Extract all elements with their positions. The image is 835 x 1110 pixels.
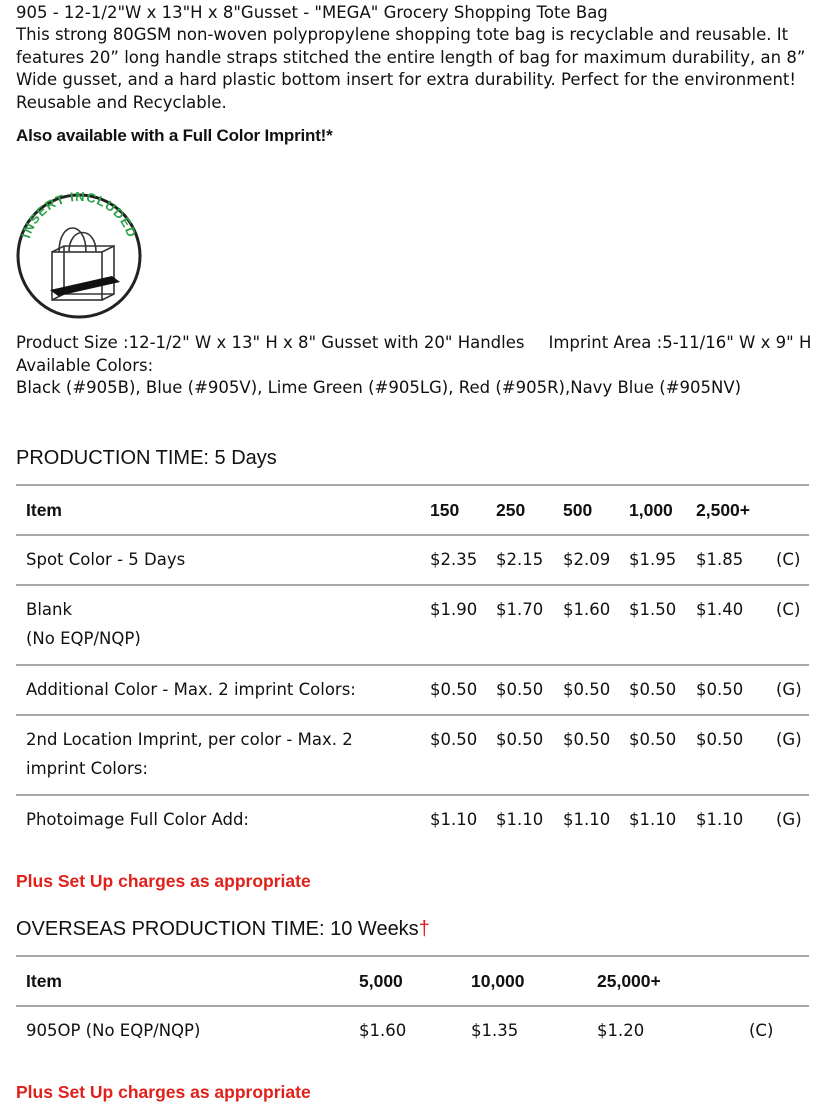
price-code: (C): [749, 1021, 774, 1040]
price-cell: $1.95: [629, 550, 677, 569]
overseas-setup-note: Plus Set Up charges as appropriate: [16, 1082, 311, 1102]
price-cell: $1.60: [359, 1021, 407, 1040]
table-rule: [16, 794, 809, 796]
price-cell: $2.09: [563, 550, 611, 569]
colors-value: Black (#905B), Blue (#905V), Lime Green (#905LG), Red (#905R),Navy Blue (#905NV): [16, 378, 742, 397]
insert-included-badge: [14, 190, 144, 320]
badge-text: INSERT INCLUDED: [18, 190, 140, 240]
product-title: 905 - 12-1/2"W x 13"H x 8"Gusset - "MEGA" Grocery Shopping Tote Bag: [16, 3, 608, 22]
item-name: Spot Color - 5 Days: [26, 550, 186, 569]
product-description: This strong 80GSM non-woven polypropylene shopping tote bag is recyclable and reusable. It features 20” long handle straps stitched the entire length of bag for maximum durability, an 8” Wide gusset, and a hard plastic bottom insert for extra durability. Perfect for the environment! Reusable and Recyclable.: [16, 25, 806, 112]
table-rule: [16, 584, 809, 586]
table-rule: [16, 664, 809, 666]
item-name: (No EQP/NQP): [26, 629, 141, 648]
price-cell: $0.50: [629, 730, 677, 749]
price-cell: $0.50: [430, 680, 478, 699]
full-color-note: Also available with a Full Color Imprint!*: [16, 126, 333, 145]
table-rule: [16, 955, 809, 957]
item-name: imprint Colors:: [26, 759, 148, 778]
size-value: 12-1/2" W x 13" H x 8" Gusset with 20" Handles: [128, 333, 525, 352]
setup-note: Plus Set Up charges as appropriate: [16, 871, 311, 891]
price-code: (G): [776, 730, 802, 749]
price-cell: $2.15: [496, 550, 544, 569]
price-cell: $1.85: [696, 550, 744, 569]
price-code: (G): [776, 680, 802, 699]
price-cell: $1.20: [597, 1021, 645, 1040]
item-name: 905OP (No EQP/NQP): [26, 1021, 201, 1040]
column-header: 5,000: [359, 971, 403, 991]
price-cell: $2.35: [430, 550, 478, 569]
price-cell: $1.10: [430, 810, 478, 829]
column-header: 10,000: [471, 971, 525, 991]
price-cell: $1.50: [629, 600, 677, 619]
item-name: 2nd Location Imprint, per color - Max. 2: [26, 730, 353, 749]
price-cell: $0.50: [496, 680, 544, 699]
price-cell: $1.60: [563, 600, 611, 619]
column-header: 250: [496, 500, 526, 520]
price-cell: $1.10: [696, 810, 744, 829]
column-header: Item: [26, 971, 62, 991]
price-code: (C): [776, 550, 801, 569]
table-rule: [16, 484, 809, 486]
column-header: 150: [430, 500, 460, 520]
price-cell: $0.50: [629, 680, 677, 699]
price-cell: $0.50: [563, 730, 611, 749]
table-rule: [16, 714, 809, 716]
price-cell: $1.40: [696, 600, 744, 619]
column-header: 25,000+: [597, 971, 661, 991]
price-code: (C): [776, 600, 801, 619]
item-name: Photoimage Full Color Add:: [26, 810, 249, 829]
product-specs: [16, 332, 821, 400]
colors-label: Available Colors:: [16, 355, 154, 375]
price-code: (G): [776, 810, 802, 829]
price-cell: $0.50: [496, 730, 544, 749]
column-header: 2,500+: [696, 500, 751, 520]
item-name: Additional Color - Max. 2 imprint Colors:: [26, 680, 356, 699]
price-cell: $1.35: [471, 1021, 519, 1040]
column-header: 1,000: [629, 500, 673, 520]
price-cell: $1.10: [629, 810, 677, 829]
column-header: 500: [563, 500, 593, 520]
price-cell: $1.70: [496, 600, 544, 619]
overseas-heading-text: OVERSEAS PRODUCTION TIME: 10 Weeks: [16, 918, 419, 940]
column-header: Item: [26, 500, 62, 520]
imprint-value: 5-11/16" W x 9" H: [662, 333, 812, 352]
imprint-label: Imprint Area :: [548, 333, 663, 352]
price-cell: $0.50: [563, 680, 611, 699]
price-cell: $0.50: [430, 730, 478, 749]
price-cell: $1.10: [563, 810, 611, 829]
table-rule: [16, 534, 809, 536]
overseas-heading: [16, 918, 430, 941]
price-cell: $0.50: [696, 730, 744, 749]
item-name: Blank: [26, 600, 73, 619]
production-heading: PRODUCTION TIME: 5 Days: [16, 447, 277, 469]
table-rule: [16, 1005, 809, 1007]
price-cell: $1.10: [496, 810, 544, 829]
size-label: Product Size :: [16, 333, 129, 352]
price-cell: $0.50: [696, 680, 744, 699]
dagger-mark: †: [418, 918, 430, 940]
price-cell: $1.90: [430, 600, 478, 619]
